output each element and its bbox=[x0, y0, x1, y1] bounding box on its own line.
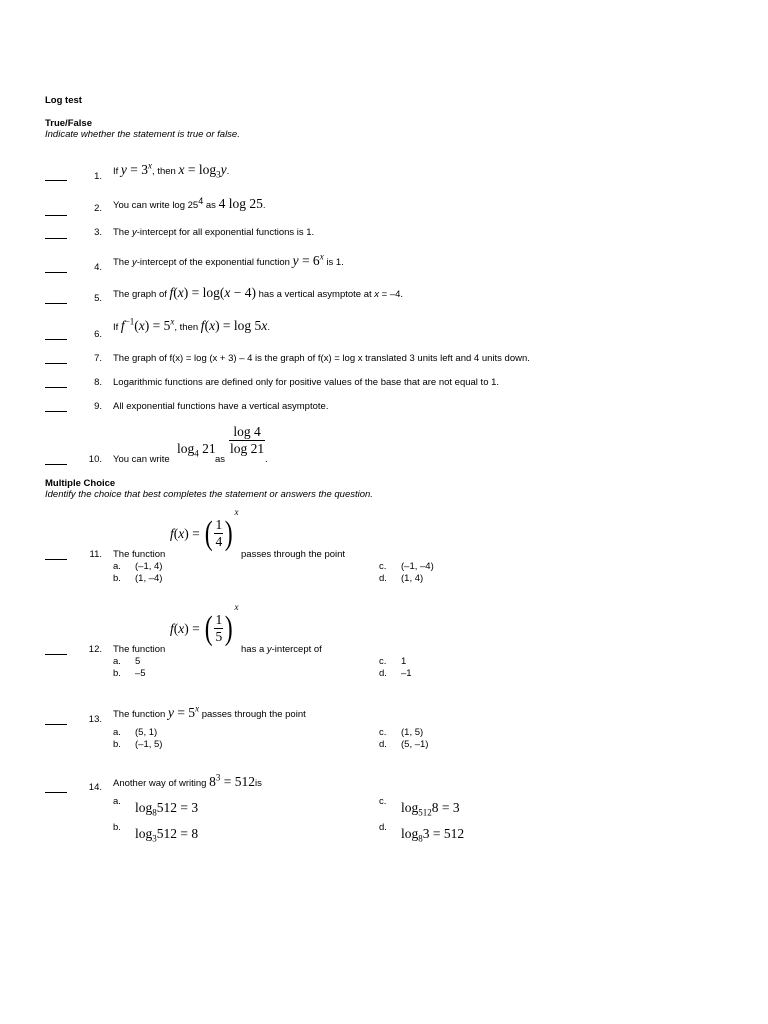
question-5 bbox=[113, 285, 403, 301]
section-title-true-false: True/False bbox=[45, 118, 92, 129]
question-1 bbox=[113, 162, 229, 178]
question-text: passes through the point bbox=[201, 709, 306, 720]
choice-letter-c: c. bbox=[379, 656, 387, 667]
question-number: 3. bbox=[94, 227, 102, 238]
answer-blank-14[interactable] bbox=[45, 792, 67, 793]
question-text: has a y-intercept of bbox=[241, 644, 322, 655]
question-text: , then bbox=[174, 322, 199, 333]
math-expression: f(x) = log 5x bbox=[200, 318, 268, 333]
question-text: The graph of bbox=[113, 289, 167, 300]
math-expression: $x = \log_3y$ bbox=[178, 162, 227, 180]
question-number: 14. bbox=[88, 782, 102, 793]
answer-blank-2[interactable] bbox=[45, 215, 67, 216]
choice-a[interactable]: 5 bbox=[135, 656, 141, 667]
question-text: . bbox=[265, 454, 268, 465]
question-text: -intercept of the exponential function bbox=[136, 257, 290, 268]
choice-d[interactable]: (1, 4) bbox=[401, 573, 424, 584]
question-text: is 1. bbox=[326, 257, 344, 268]
question-number: 6. bbox=[94, 329, 102, 340]
choice-c[interactable]: $\log_{512}8 = 3$ bbox=[401, 800, 460, 818]
choice-a[interactable]: (–1, 4) bbox=[135, 561, 163, 572]
answer-blank-7[interactable] bbox=[45, 363, 67, 364]
choice-letter-d: d. bbox=[379, 822, 387, 833]
question-number: 9. bbox=[94, 401, 102, 412]
choice-b[interactable]: (1, –4) bbox=[135, 573, 163, 584]
choice-letter-b: b. bbox=[113, 668, 121, 679]
choice-letter-a: a. bbox=[113, 796, 121, 807]
question-text: as bbox=[203, 200, 216, 211]
choice-letter-c: c. bbox=[379, 727, 387, 738]
math-expression: $y = 5^x$ bbox=[167, 703, 200, 720]
choice-letter-a: a. bbox=[113, 561, 121, 572]
question-text: as bbox=[215, 454, 226, 465]
question-2 bbox=[113, 196, 265, 212]
math-expression: $y = 6^x$ bbox=[292, 251, 324, 268]
question-7: The graph of f(x) = log (x + 3) – 4 is the graph of f(x) = log x translated 3 units left and 4 units down. bbox=[113, 353, 530, 364]
answer-blank-4[interactable] bbox=[45, 272, 67, 273]
question-text: If bbox=[113, 322, 119, 333]
question-3 bbox=[113, 227, 314, 238]
answer-blank-6[interactable] bbox=[45, 339, 67, 340]
question-number: 11. bbox=[89, 549, 102, 560]
choice-letter-c: c. bbox=[379, 796, 387, 807]
math-expression: f(x) = log(x − 4) bbox=[169, 285, 256, 300]
choice-letter-d: d. bbox=[379, 739, 387, 750]
answer-blank-8[interactable] bbox=[45, 387, 67, 388]
choice-letter-b: b. bbox=[113, 822, 121, 833]
question-text: The function bbox=[113, 709, 166, 720]
question-number: 1. bbox=[94, 171, 102, 182]
choice-b[interactable]: –5 bbox=[135, 668, 146, 679]
math-expression: f(x) = ( $\frac{1}{4}$ )$^x$ bbox=[170, 507, 239, 552]
answer-blank-10[interactable] bbox=[45, 464, 67, 465]
question-6 bbox=[113, 318, 270, 334]
choice-a[interactable]: $\log_8512 = 3$ bbox=[135, 800, 199, 818]
answer-blank-9[interactable] bbox=[45, 411, 67, 412]
math-expression: $\log_4 21$ bbox=[177, 441, 216, 459]
math-expression: $8^3 = 512$ bbox=[209, 772, 255, 789]
answer-blank-5[interactable] bbox=[45, 303, 67, 304]
question-text: The bbox=[113, 257, 133, 268]
question-text: The function bbox=[113, 549, 166, 560]
choice-d[interactable]: (5, –1) bbox=[401, 739, 429, 750]
choice-letter-b: b. bbox=[113, 573, 121, 584]
choice-c[interactable]: 1 bbox=[401, 656, 407, 667]
choice-d[interactable]: –1 bbox=[401, 668, 412, 679]
choice-letter-a: a. bbox=[113, 656, 121, 667]
choice-letter-b: b. bbox=[113, 739, 121, 750]
question-number: 2. bbox=[94, 203, 102, 214]
question-number: 4. bbox=[94, 262, 102, 273]
question-text: has a vertical asymptote at bbox=[258, 289, 375, 300]
question-4 bbox=[113, 253, 344, 269]
choice-b[interactable]: (–1, 5) bbox=[135, 739, 163, 750]
question-text: The bbox=[113, 227, 133, 238]
question-text: is bbox=[254, 778, 262, 789]
choice-b[interactable]: $\log_3512 = 8$ bbox=[135, 826, 199, 844]
question-text: . bbox=[267, 322, 270, 333]
answer-blank-13[interactable] bbox=[45, 724, 67, 725]
math-expression: 4 log 25 bbox=[218, 196, 263, 211]
math-expression: f(x) = ( $\frac{1}{5}$ )$^x$ bbox=[170, 602, 239, 647]
question-number: 7. bbox=[94, 353, 102, 364]
choice-c[interactable]: (1, 5) bbox=[401, 727, 424, 738]
math-expression: $y = 3^x$ bbox=[120, 160, 153, 177]
question-14 bbox=[113, 774, 262, 790]
question-text: = –4. bbox=[379, 289, 404, 300]
answer-blank-12[interactable] bbox=[45, 654, 67, 655]
question-number: 12. bbox=[88, 644, 102, 655]
question-text: y bbox=[132, 257, 137, 268]
math-expression: $f^{-1}(x) = 5^x$ bbox=[120, 316, 175, 333]
section-instructions-multiple-choice: Identify the choice that best completes the statement or answers the question. bbox=[45, 489, 373, 500]
question-text: Another way of writing bbox=[113, 778, 207, 789]
question-13 bbox=[113, 705, 306, 721]
choice-c[interactable]: (–1, –4) bbox=[401, 561, 434, 572]
choice-letter-d: d. bbox=[379, 668, 387, 679]
question-number: 8. bbox=[94, 377, 102, 388]
question-9: All exponential functions have a vertical asymptote. bbox=[113, 401, 329, 412]
question-number: 10. bbox=[88, 454, 102, 465]
answer-blank-11[interactable] bbox=[45, 559, 67, 560]
section-title-multiple-choice: Multiple Choice bbox=[45, 478, 116, 489]
question-text: , then bbox=[152, 166, 176, 177]
choice-d[interactable]: $\log_83 = 512$ bbox=[401, 826, 465, 844]
page-title: Log test bbox=[45, 95, 82, 106]
question-text: The function bbox=[113, 644, 166, 655]
question-text: -intercept for all exponential functions is 1. bbox=[136, 227, 315, 238]
question-number: 5. bbox=[94, 293, 102, 304]
question-text: You can write log 25 bbox=[113, 200, 199, 211]
choice-letter-a: a. bbox=[113, 727, 121, 738]
question-8: Logarithmic functions are defined only for positive values of the base that are not equal to 1. bbox=[113, 377, 500, 388]
choice-letter-d: d. bbox=[379, 573, 387, 584]
section-instructions-true-false: Indicate whether the statement is true or false. bbox=[45, 129, 240, 140]
question-text: x bbox=[374, 289, 380, 300]
choice-letter-c: c. bbox=[379, 561, 387, 572]
choice-a[interactable]: (5, 1) bbox=[135, 727, 158, 738]
question-10-text: You can write bbox=[113, 454, 170, 465]
answer-blank-1[interactable] bbox=[45, 180, 67, 181]
question-text: If bbox=[113, 166, 119, 177]
question-text: y bbox=[132, 227, 137, 238]
answer-blank-3[interactable] bbox=[45, 238, 67, 239]
question-text: 4 bbox=[198, 195, 204, 206]
question-text: . bbox=[262, 200, 266, 211]
question-number: 13. bbox=[88, 714, 102, 725]
question-text: . bbox=[226, 166, 230, 177]
math-fraction: $\frac{\log 4}{\log 21}$ bbox=[230, 424, 265, 456]
question-text: passes through the point bbox=[241, 549, 346, 560]
